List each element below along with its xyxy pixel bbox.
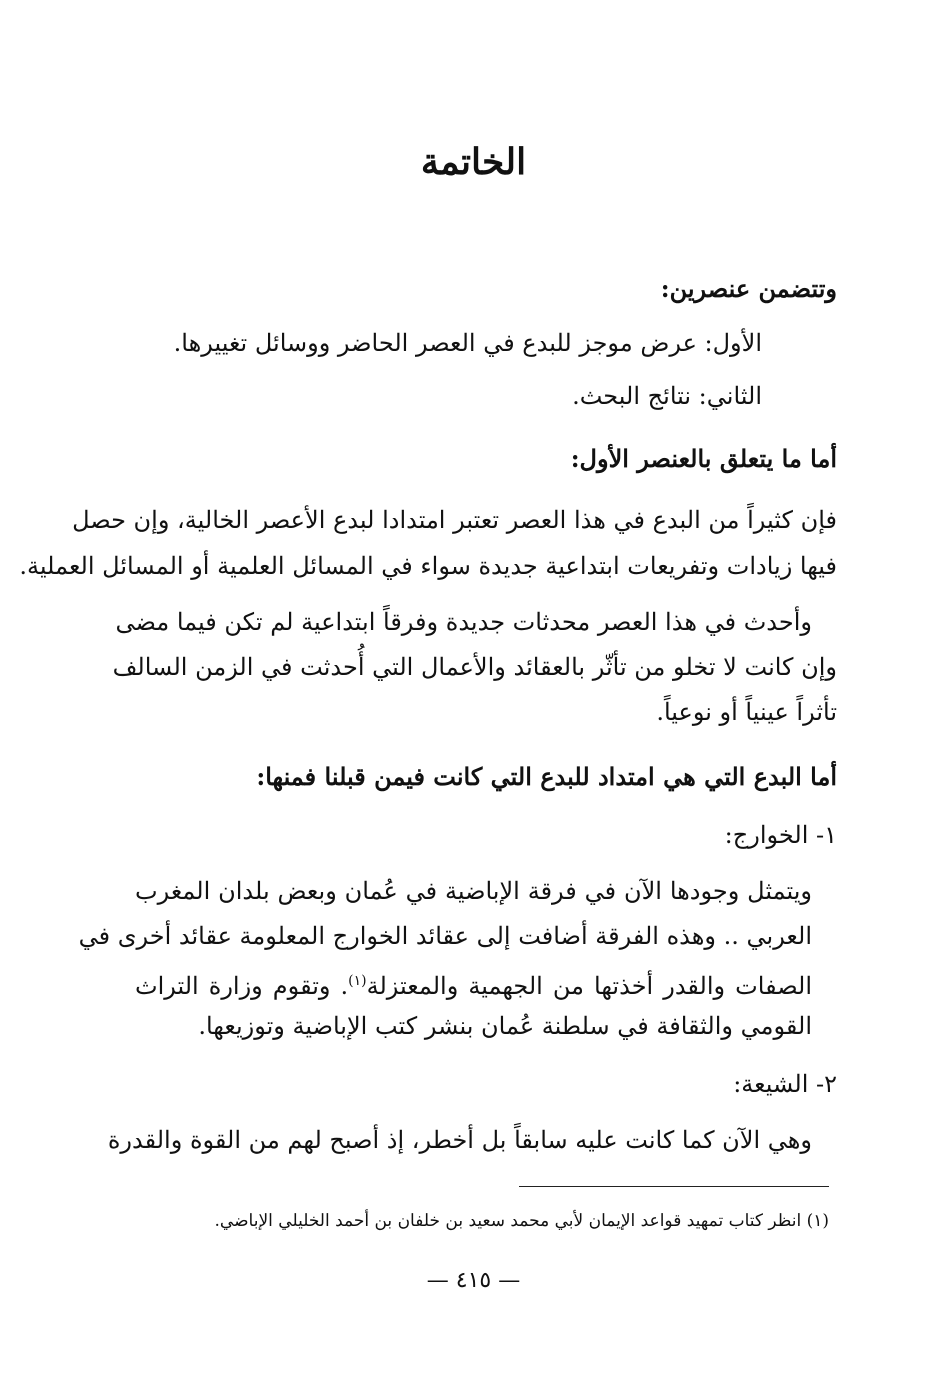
para2-line2: وإن كانت لا تخلو من تأثّر بالعقائد والأعمال التي أُحدثت في الزمن السالف — [112, 653, 837, 681]
para1-line1: فإن كثيراً من البدع في هذا العصر تعتبر امتدادا لبدع الأعصر الخالية، وإن حصل — [72, 506, 837, 534]
para1-line2: فيها زيادات وتفريعات ابتداعية جديدة سواء في المسائل العلمية أو المسائل العملية. — [19, 552, 837, 580]
heading-continuations: أما البدع التي هي امتداد للبدع التي كانت فيمن قبلنا فمنها: — [256, 762, 837, 791]
para2-line1: وأحدث في هذا العصر محدثات جديدة وفرقاً ابتداعية لم تكن فيما مضى — [115, 608, 812, 636]
para3-line3-tail: . وتقوم وزارة التراث — [135, 972, 349, 1000]
footnote-marker: (١) — [348, 973, 367, 989]
para3-line3-text: الصفات والقدر أخذتها من الجهمية والمعتزلة — [366, 972, 813, 1000]
intro-line: وتتضمن عنصرين: — [660, 274, 837, 303]
para3-line1: ويتمثل وجودها الآن في فرقة الإباضية في عُمان وبعض بلدان المغرب — [135, 877, 812, 905]
footnote: (١) انظر كتاب تمهيد قواعد الإيمان لأبي محمد سعيد بن خلفان بن أحمد الخليلي الإباضي. — [214, 1211, 829, 1231]
item-first: الأول: عرض موجز للبدع في العصر الحاضر ووسائل تغييرها. — [173, 329, 762, 357]
para3-line4: القومي والثقافة في سلطنة عُمان بنشر كتب الإباضية وتوزيعها. — [198, 1012, 812, 1040]
para3-line2: العربي .. وهذه الفرقة أضافت إلى عقائد الخوارج المعلومة عقائد أخرى في — [78, 922, 812, 950]
para3-line3 — [135, 964, 812, 1003]
heading-first-element: أما ما يتعلق بالعنصر الأول: — [570, 444, 837, 473]
page-title: الخاتمة — [420, 141, 527, 183]
page-number: — ٤١٥ — — [426, 1268, 521, 1293]
section-khawarij-title: ١- الخوارج: — [724, 821, 837, 849]
para2-line3: تأثراً عينياً أو نوعياً. — [656, 698, 837, 726]
item-second: الثاني: نتائج البحث. — [572, 382, 762, 410]
section-shia-title: ٢- الشيعة: — [733, 1070, 837, 1098]
footnote-divider — [519, 1186, 829, 1187]
para4-line1: وهي الآن كما كانت عليه سابقاً بل أخطر، إذ أصبح لهم من القوة والقدرة — [107, 1126, 812, 1154]
